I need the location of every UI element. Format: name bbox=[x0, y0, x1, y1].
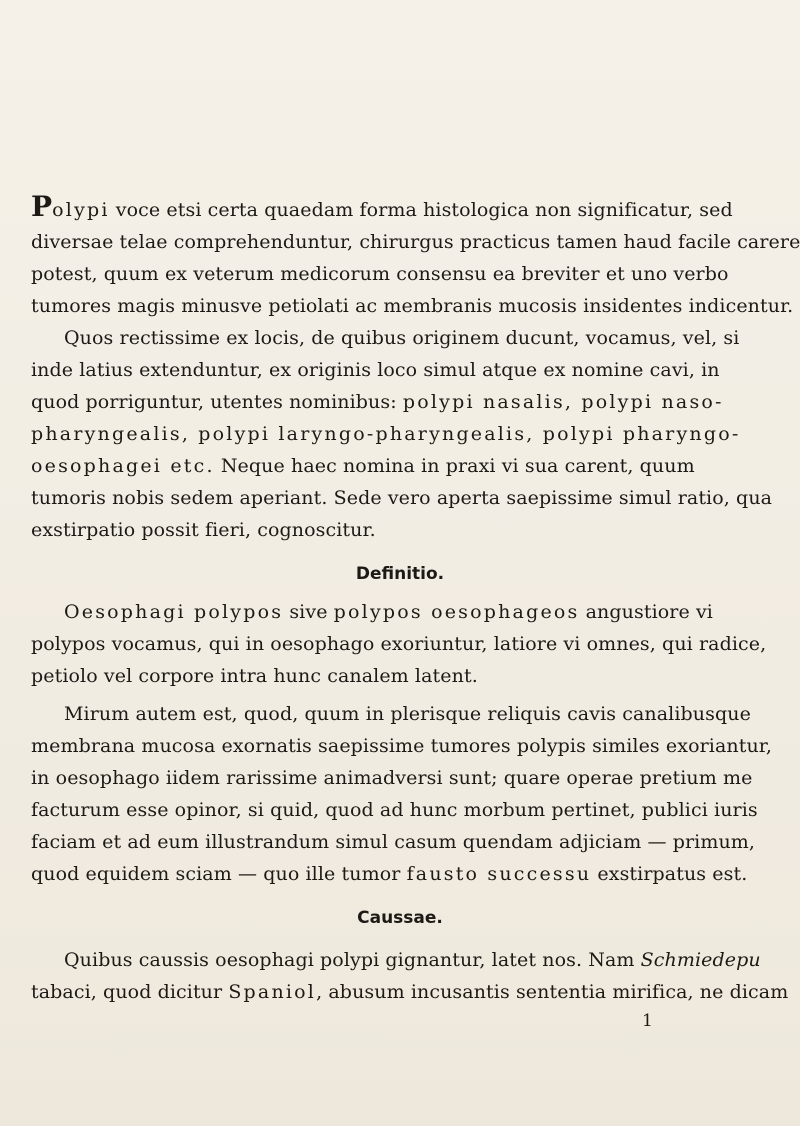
text-run: quod porriguntur, utentes nominibus: bbox=[31, 391, 403, 413]
text-run: tabaci, quod dicitur bbox=[31, 981, 229, 1003]
text-run: angustiore vi bbox=[579, 601, 713, 623]
spaced-term: polypi nasalis, polypi naso- bbox=[402, 391, 724, 413]
text-run: Neque haec nomina in praxi vi sua carent, quum bbox=[214, 455, 695, 477]
spaced-term: Oesophagi polypos bbox=[64, 601, 284, 623]
text-run: exstirpatus est. bbox=[591, 863, 748, 885]
text-line bbox=[31, 860, 747, 888]
text-line bbox=[31, 978, 788, 1006]
italic-name: Schmiedери bbox=[640, 949, 761, 971]
text-line: polypos vocamus, qui in oesophago exoriuntur, latiore vi omnes, qui radice, bbox=[31, 633, 767, 655]
spaced-term: fausto successu bbox=[406, 863, 592, 885]
text-line: petiolo vel corpore intra hunc canalem latent. bbox=[31, 665, 478, 687]
text-line: in oesophago iidem rarissime animadversi sunt; quare operae pretium me bbox=[31, 767, 753, 789]
text-line: exstirpatio possit fieri, cognoscitur. bbox=[31, 519, 376, 541]
text-line: membrana mucosa exornatis saepissime tumores polypis similes exoriantur, bbox=[31, 735, 773, 757]
spaced-term: pharyngealis, polypi laryngo-pharyngealis, polypi pharyngo- bbox=[31, 423, 741, 445]
text-line: Quos rectissime ex locis, de quibus originem ducunt, vocamus, vel, si bbox=[64, 327, 740, 349]
text-run: Quibus caussis oesophagi polypi gignantur, latet nos. Nam bbox=[64, 949, 641, 971]
drop-cap: P bbox=[31, 190, 53, 223]
text-run: quod equidem sciam — quo ille tumor bbox=[31, 863, 407, 885]
text-run: sive bbox=[283, 601, 334, 623]
text-line bbox=[64, 946, 761, 974]
text-run: , abusum incusantis sententia mirifica, ne dicam bbox=[316, 981, 789, 1003]
text-line bbox=[31, 388, 724, 416]
section-heading: Definitio. bbox=[355, 564, 445, 584]
spaced-term: olypi bbox=[52, 199, 110, 221]
text-line bbox=[31, 420, 740, 448]
page-number: 1 bbox=[642, 1011, 653, 1031]
text-line: facturum esse opinor, si quid, quod ad hunc morbum pertinet, publici iuris bbox=[31, 799, 758, 821]
text-line: tumoris nobis sedem aperiant. Sede vero aperta saepissime simul ratio, qua bbox=[31, 487, 773, 509]
text-line bbox=[31, 190, 733, 224]
spaced-term: polypos oesophageos bbox=[333, 601, 580, 623]
text-line: faciam et ad eum illustrandum simul casum quendam adjiciam — primum, bbox=[31, 831, 756, 853]
text-line: tumores magis minusve petiolati ac membranis mucosis insidentes indicentur. bbox=[31, 295, 794, 317]
spaced-term: Spaniol bbox=[228, 981, 317, 1003]
text-line: inde latius extenduntur, ex originis loco simul atque ex nomine cavi, in bbox=[31, 359, 720, 381]
text-line bbox=[31, 452, 695, 480]
text-line: Mirum autem est, quod, quum in plerisque reliquis cavis canalibusque bbox=[64, 703, 751, 725]
spaced-term: oesophagei etc. bbox=[31, 455, 215, 477]
text-run: voce etsi certa quaedam forma histologica non significatur, sed bbox=[109, 199, 733, 221]
text-line bbox=[64, 598, 713, 626]
text-line: potest, quum ex veterum medicorum consensu ea breviter et uno verbo bbox=[31, 263, 729, 285]
text-line: diversae telae comprehenduntur, chirurgus practicus tamen haud facile carere bbox=[31, 231, 800, 253]
section-heading: Caussae. bbox=[357, 908, 443, 928]
